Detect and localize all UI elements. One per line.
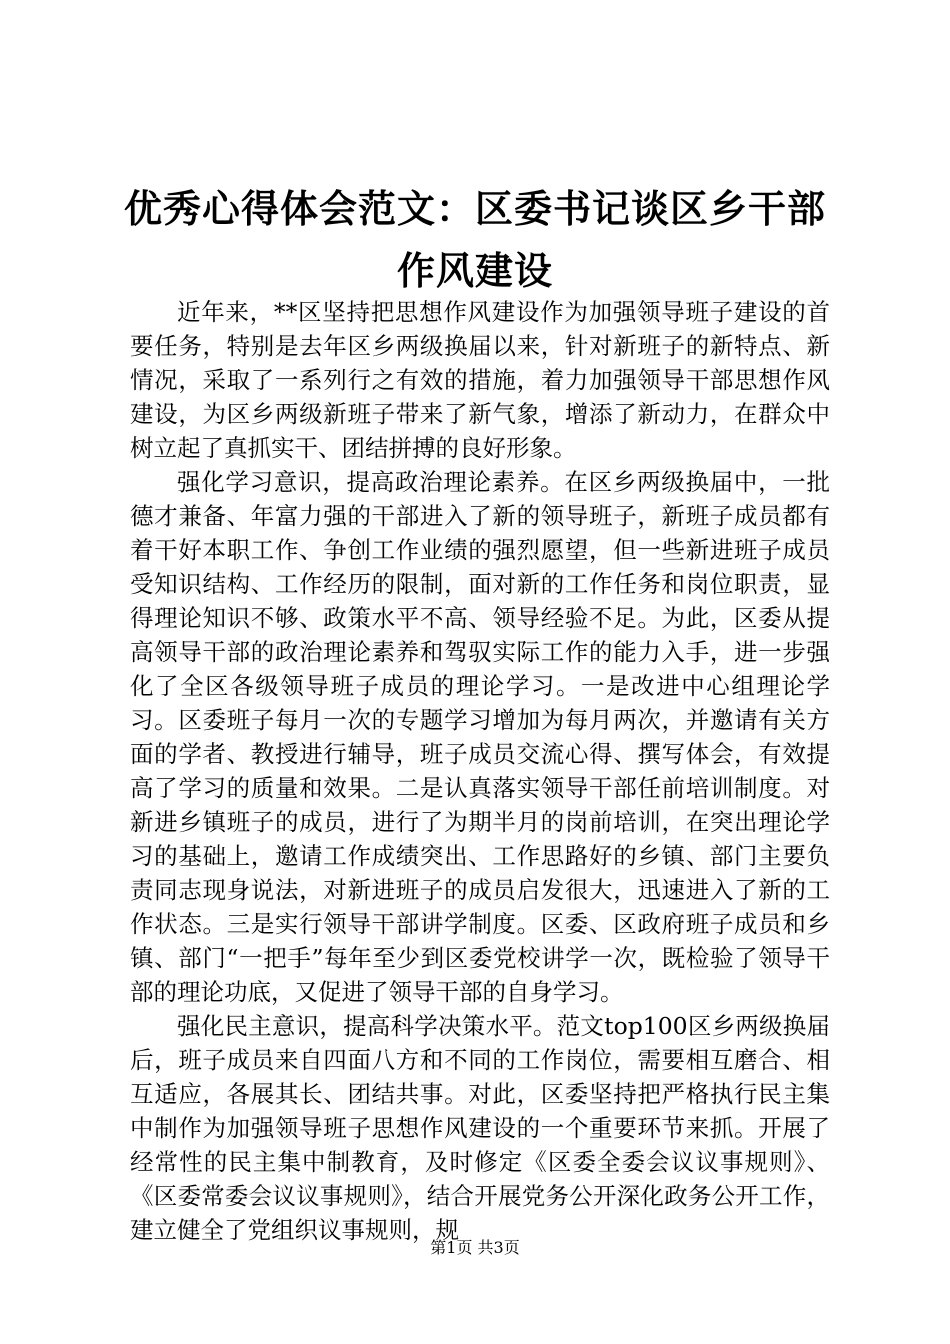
paragraph: 强化学习意识，提高政治理论素养。在区乡两级换届中，一批德才兼备、年富力强的干部进入了新的领导班子，新班子成员都有着干好本职工作、争创工作业绩的强烈愿望，但一些新进班子成员受知识结构、工作经历的限制，面对新的工作任务和岗位职责，显得理论知识不够、政策水平不高、领导经验不足。为此，区委从提高领导干部的政治理论素养和驾驭实际工作的能力入手，进一步强化了全区各级领导班子成员的理论学习。一是改进中心组理论学习。区委班子每月一次的专题学习增加为每月两次，并邀请有关方面的学者、教授进行辅导，班子成员交流心得、撰写体会，有效提高了学习的质量和效果。二是认真落实领导干部任前培训制度。对新进乡镇班子的成员，进行了为期半月的岗前培训，在突出理论学习的基础上，邀请工作成绩突出、工作思路好的乡镇、部门主要负责同志现身说法，对新进班子的成员启发很大，迅速进入了新的工作状态。三是实行领导干部讲学制度。区委、区政府班子成员和乡镇、部门“一把手”每年至少到区委党校讲学一次，既检验了领导干部的理论功底，又促进了领导干部的自身学习。 [130, 468, 830, 1006]
paragraph: 强化民主意识，提高科学决策水平。范文top100区乡两级换届后，班子成员来自四面八方和不同的工作岗位，需要相互磨合、相互适应，各展其长、团结共事。对此，区委坚持把严格执行民主集中制作为加强领导班子思想作风建设的一个重要环节来抓。开展了经常性的民主集中制教育，及时修定《区委全委会议议事规则》、《区委常委会议议事规则》，结合开展党务公开深化政务公开工作，建立健全了党组织议事规则，规 [130, 1012, 830, 1244]
page-footer: 第1页 共3页 [430, 1238, 520, 1257]
document-title: 优秀心得体会范文：区委书记谈区乡干部作风建设 [123, 187, 826, 293]
paragraph: 近年来，**区坚持把思想作风建设作为加强领导班子建设的首要任务，特别是去年区乡两级换届以来，针对新班子的新特点、新情况，采取了一系列行之有效的措施，着力加强领导干部思想作风建设，为区乡两级新班子带来了新气象，增添了新动力，在群众中树立起了真抓实干、团结拼搏的良好形象。 [130, 298, 830, 462]
document-body [130, 295, 830, 1247]
